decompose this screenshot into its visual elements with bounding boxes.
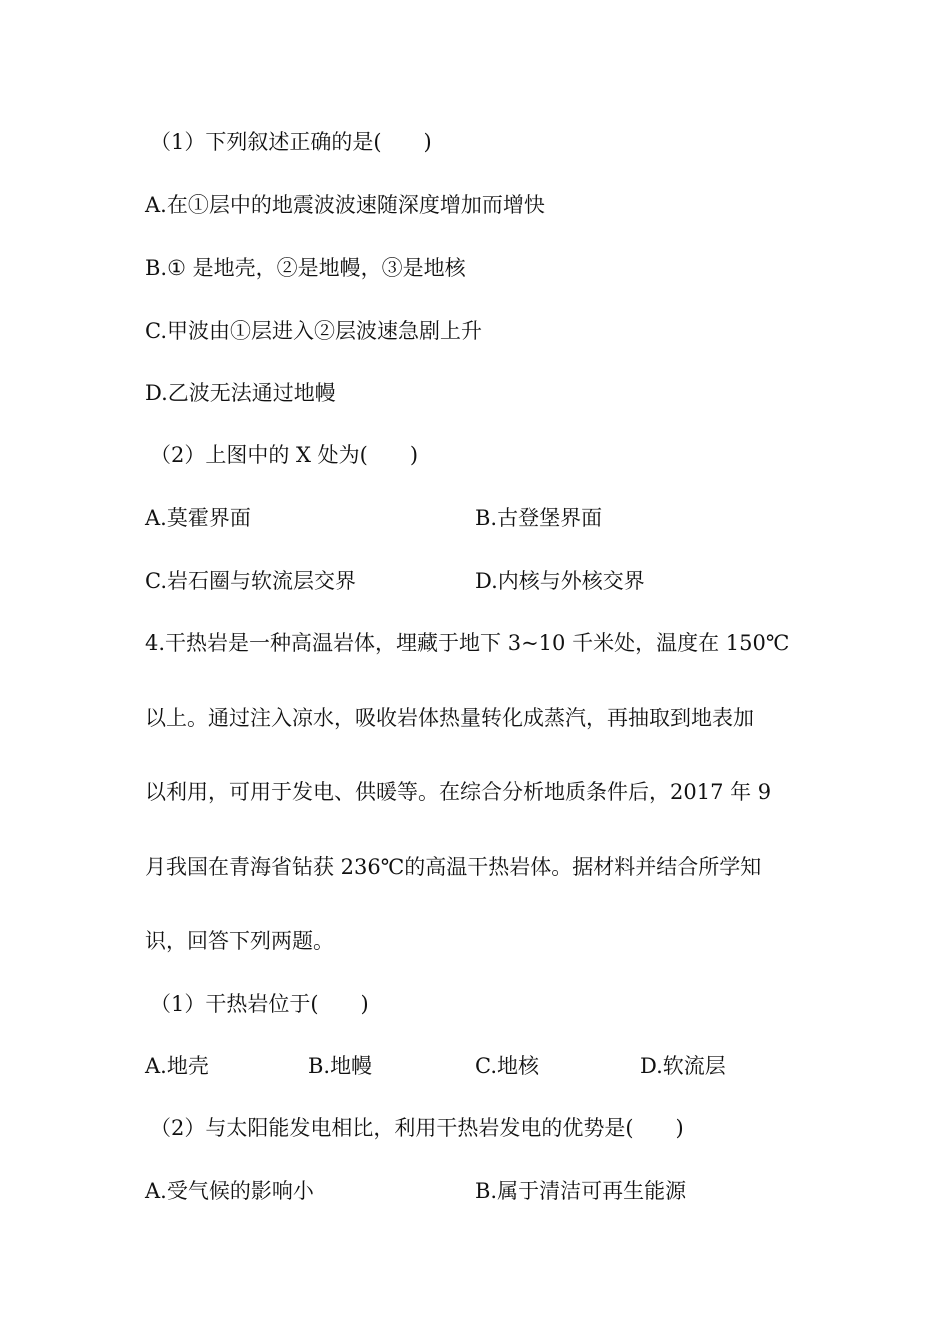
q4-passage-line-1: 4.干热岩是一种高温岩体，埋藏于地下 3~10 千米处，温度在 150℃: [145, 631, 790, 655]
q4-sub2-stem: （2）与太阳能发电相比，利用干热岩发电的优势是( ): [150, 1116, 684, 1140]
q3-sub2-option-a: A.莫霍界面: [145, 506, 251, 530]
q4-sub1-option-c: C.地核: [475, 1054, 539, 1078]
q4-sub1-option-d: D.软流层: [640, 1054, 726, 1078]
q4-passage-line-4: 月我国在青海省钻获 236℃的高温干热岩体。据材料并结合所学知: [145, 855, 762, 879]
q3-sub1-option-b: B.① 是地壳，②是地幔，③是地核: [145, 256, 466, 280]
q3-sub2-option-d: D.内核与外核交界: [475, 569, 645, 593]
q3-sub1-option-c: C.甲波由①层进入②层波速急剧上升: [145, 319, 482, 343]
q3-sub1-stem: （1）下列叙述正确的是( ): [150, 130, 432, 154]
q3-sub1-option-a: A.在①层中的地震波波速随深度增加而增快: [145, 193, 545, 217]
q4-sub1-option-b: B.地幔: [308, 1054, 373, 1078]
q4-sub2-option-b: B.属于清洁可再生能源: [475, 1179, 687, 1203]
q4-sub1-stem: （1）干热岩位于( ): [150, 992, 369, 1016]
q3-sub2-option-c: C.岩石圈与软流层交界: [145, 569, 356, 593]
q3-sub2-stem: （2）上图中的 X 处为( ): [150, 443, 419, 467]
q4-sub2-option-a: A.受气候的影响小: [145, 1179, 314, 1203]
q3-sub1-option-d: D.乙波无法通过地幔: [145, 381, 336, 405]
q3-sub2-option-b: B.古登堡界面: [475, 506, 603, 530]
q4-passage-line-5: 识，回答下列两题。: [145, 929, 334, 953]
q4-passage-line-3: 以利用，可用于发电、供暖等。在综合分析地质条件后，2017 年 9: [145, 780, 772, 804]
q4-sub1-option-a: A.地壳: [145, 1054, 209, 1078]
q4-passage-line-2: 以上。通过注入凉水，吸收岩体热量转化成蒸汽，再抽取到地表加: [145, 706, 754, 730]
